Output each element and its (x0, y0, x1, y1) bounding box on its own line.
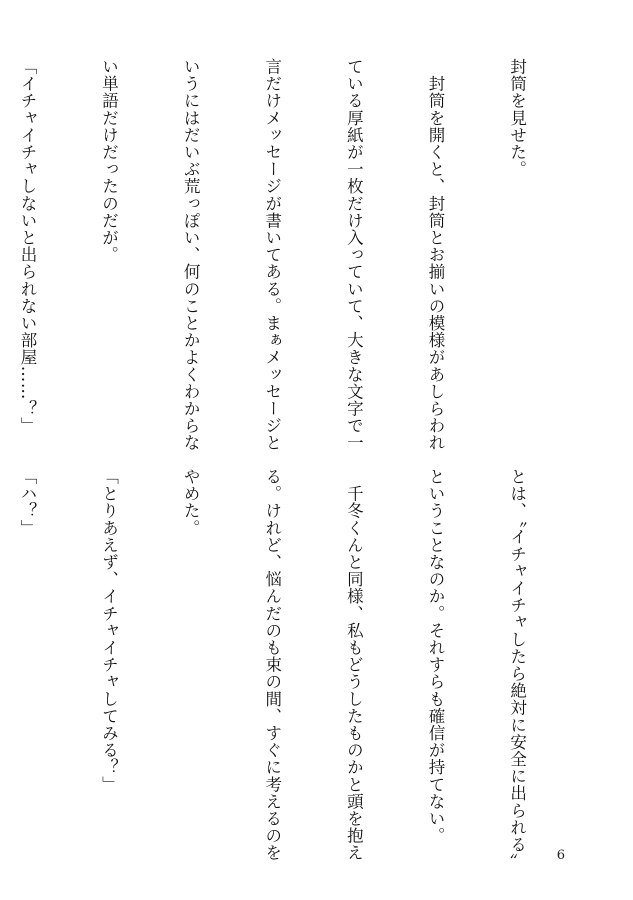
dialogue-line: 「とりあえず、イチャイチャしてみる？」 (99, 468, 119, 793)
text-block-top (0, 58, 585, 452)
text-line: とは、〝イチャイチャしたら絶対に安全に出られる〟 (507, 468, 527, 871)
text-line: ている厚紙が一枚だけ入っていて、大きな文字で一 (344, 58, 364, 452)
text-line: やめた。 (181, 468, 201, 537)
text-line: い単語だけだったのだが。 (99, 58, 119, 264)
text-line: 千冬くんと同様、私もどうしたものかと頭を抱え (344, 468, 364, 862)
text-line: ということなのか。それすらも確信が持てない。 (425, 468, 445, 845)
text-line: 封筒を開くと、封筒とお揃いの模様があしらわれ (425, 58, 445, 452)
text-line: 封筒を見せた。 (507, 58, 527, 178)
text-block-bottom (0, 468, 585, 871)
dialogue-line: 「ハ？」 (17, 468, 37, 537)
dialogue-line: 「イチャイチャしないと出られない部屋……？」 (17, 58, 37, 435)
text-line: る。けれど、悩んだのも束の間、すぐに考えるのを (262, 468, 282, 862)
page-number: 6 (556, 848, 565, 863)
text-line: 言だけメッセージが書いてある。まぁメッセージと (262, 58, 282, 452)
text-line: いうにはだいぶ荒っぽい、何のことかよくわからな (181, 58, 201, 452)
